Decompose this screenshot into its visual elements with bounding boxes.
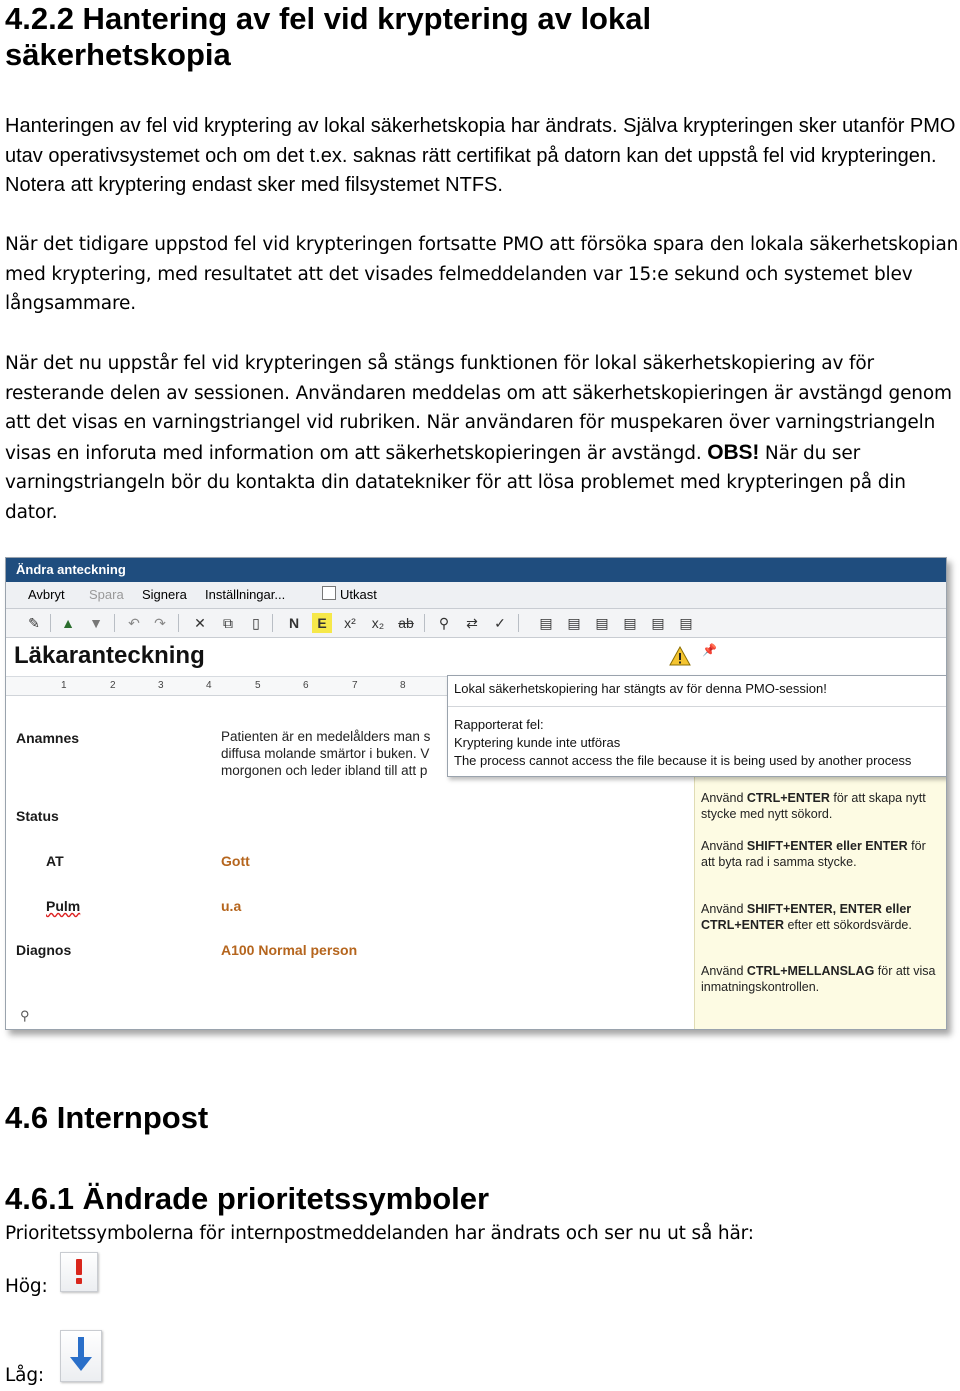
copy-icon[interactable]: ⧉	[223, 615, 233, 631]
emphasis-icon[interactable]: E	[312, 613, 332, 633]
label-lag: Låg:	[5, 1365, 45, 1386]
priority-intro: Prioritetssymbolerna för internpostmeddelanden har ändrats och ser nu ut så här:	[5, 1223, 754, 1244]
strikethrough-icon[interactable]: ab	[398, 615, 414, 631]
ruler-number: 1	[61, 680, 67, 691]
field-value-pulm[interactable]: u.a	[221, 898, 242, 914]
menu-installningar[interactable]: Inställningar...	[205, 587, 286, 602]
tooltip-reported-label: Rapporterat fel:	[454, 717, 544, 732]
arrow-down-icon[interactable]: ▼	[89, 615, 103, 631]
ruler-number: 7	[352, 680, 358, 691]
ruler	[6, 677, 451, 696]
field-label-status: Status	[16, 808, 59, 824]
paste-icon[interactable]: ▯	[252, 615, 260, 631]
menu-signera[interactable]: Signera	[142, 587, 187, 602]
note-icon[interactable]: ✎	[28, 615, 40, 631]
menu-spara[interactable]: Spara	[89, 587, 124, 602]
warning-icon[interactable]	[669, 646, 691, 666]
replace-icon[interactable]: ⇄	[466, 615, 478, 631]
help-tip-3: Använd SHIFT+ENTER, ENTER eller CTRL+ENTER efter ett sökordsvärde.	[701, 902, 912, 932]
field-value-at[interactable]: Gott	[221, 853, 250, 869]
high-priority-icon	[60, 1252, 98, 1292]
backup-warning-tooltip	[447, 675, 947, 777]
ruler-number: 8	[400, 680, 406, 691]
document-heading-row	[6, 638, 946, 677]
find-icon[interactable]: ⚲	[438, 615, 450, 631]
ruler-number: 6	[303, 680, 309, 691]
field-label-diagnos: Diagnos	[16, 942, 72, 958]
redo-icon[interactable]: ↷	[154, 615, 166, 631]
paragraph-3	[5, 349, 960, 528]
cut-icon[interactable]: ✕	[194, 615, 206, 631]
menu-avbryt[interactable]: Avbryt	[28, 587, 65, 602]
section-heading-46: 4.6 Internpost	[5, 1100, 209, 1135]
toolbar	[6, 609, 946, 638]
menu-bar	[6, 582, 946, 609]
tooltip-error-2: The process cannot access the file because it is being used by another process	[454, 753, 912, 768]
window-title: Ändra anteckning	[6, 558, 946, 582]
table-icon-6[interactable]: ▤	[679, 615, 693, 631]
paragraph-1: Hanteringen av fel vid kryptering av lokal säkerhetskopia har ändrats. Själva krypteringen sker utanför PMO utav operativsystemet och om det t.ex. saknas rätt certifikat på datorn kan det uppstå fel vid krypteringen. Notera att kryptering endast sker med filsystemet NTFS.	[5, 115, 956, 197]
help-tip-1: Använd CTRL+ENTER för att skapa nytt stycke med nytt sökord.	[701, 791, 926, 821]
section-heading-422-line1: 4.2.2 Hantering av fel vid kryptering av lokal	[5, 1, 652, 36]
subscript-icon[interactable]: x₂	[371, 615, 385, 631]
low-priority-icon	[60, 1330, 102, 1382]
table-icon-4[interactable]: ▤	[623, 615, 637, 631]
table-icon-2[interactable]: ▤	[567, 615, 581, 631]
ruler-number: 2	[110, 680, 116, 691]
paragraph-2: När det tidigare uppstod fel vid krypteringen fortsatte PMO att försöka spara den lokala säkerhetskopian med kryptering, med resultatet att det visades felmeddelanden var 15:e sekund och systemet blev långsammare.	[5, 234, 959, 315]
help-tip-4: Använd CTRL+MELLANSLAG för att visa inmatningskontrollen.	[701, 964, 936, 994]
ruler-number: 5	[255, 680, 261, 691]
tooltip-header: Lokal säkerhetskopiering har stängts av för denna PMO-session!	[454, 681, 827, 696]
table-icon-5[interactable]: ▤	[651, 615, 665, 631]
table-icon-3[interactable]: ▤	[595, 615, 609, 631]
field-label-pulm: Pulm	[46, 898, 81, 914]
paragraph-3-text: När det nu uppstår fel vid krypteringen så stängs funktionen för lokal säkerhetskopiering av för resterande delen av sessionen. Användaren meddelas om att säkerhetskopieringen är avstängd genom att det visas en varningstriangel vid rubriken. När användaren för muspekaren över varningstriangeln visas en inforuta med information om att säkerhetskopieringen är avstängd.	[5, 353, 952, 464]
help-tip-2: Använd SHIFT+ENTER eller ENTER för att byta rad i samma stycke.	[701, 839, 926, 869]
menu-utkast: Utkast	[340, 587, 377, 602]
field-label-at: AT	[46, 853, 64, 869]
utkast-checkbox[interactable]	[322, 586, 336, 600]
anamnes-text[interactable]: Patienten är en medelålders man s diffusa molande smärtor i buken. V morgonen och leder ibland till att p	[221, 729, 431, 778]
ruler-number: 4	[206, 680, 212, 691]
help-panel	[694, 776, 947, 1029]
ruler-number: 3	[158, 680, 164, 691]
field-label-anamnes: Anamnes	[16, 730, 80, 746]
label-hog: Hög:	[5, 1276, 48, 1297]
embedded-screenshot	[5, 557, 947, 1030]
arrow-up-icon[interactable]: ▲	[61, 615, 75, 631]
spellcheck-icon[interactable]: ✓	[494, 615, 506, 631]
pin-icon[interactable]: 📌	[702, 643, 717, 657]
section-heading-422-line2: säkerhetskopia	[5, 37, 231, 72]
document-title: Läkaranteckning	[14, 642, 205, 669]
section-heading-461: 4.6.1 Ändrade prioritetssymboler	[5, 1181, 490, 1216]
obs-label: OBS!	[707, 440, 760, 464]
normal-text-icon[interactable]: N	[288, 615, 300, 631]
field-value-diagnos[interactable]: A100 Normal person	[221, 942, 358, 958]
table-icon-1[interactable]: ▤	[539, 615, 553, 631]
superscript-icon[interactable]: x²	[344, 615, 356, 631]
obs-text: När du ser varningstriangeln bör du kontakta din datatekniker för att lösa problemet med krypteringen på din dator.	[5, 442, 906, 523]
search-icon[interactable]: ⚲	[20, 1008, 30, 1023]
undo-icon[interactable]: ↶	[128, 615, 140, 631]
tooltip-error-1: Kryptering kunde inte utföras	[454, 735, 621, 750]
